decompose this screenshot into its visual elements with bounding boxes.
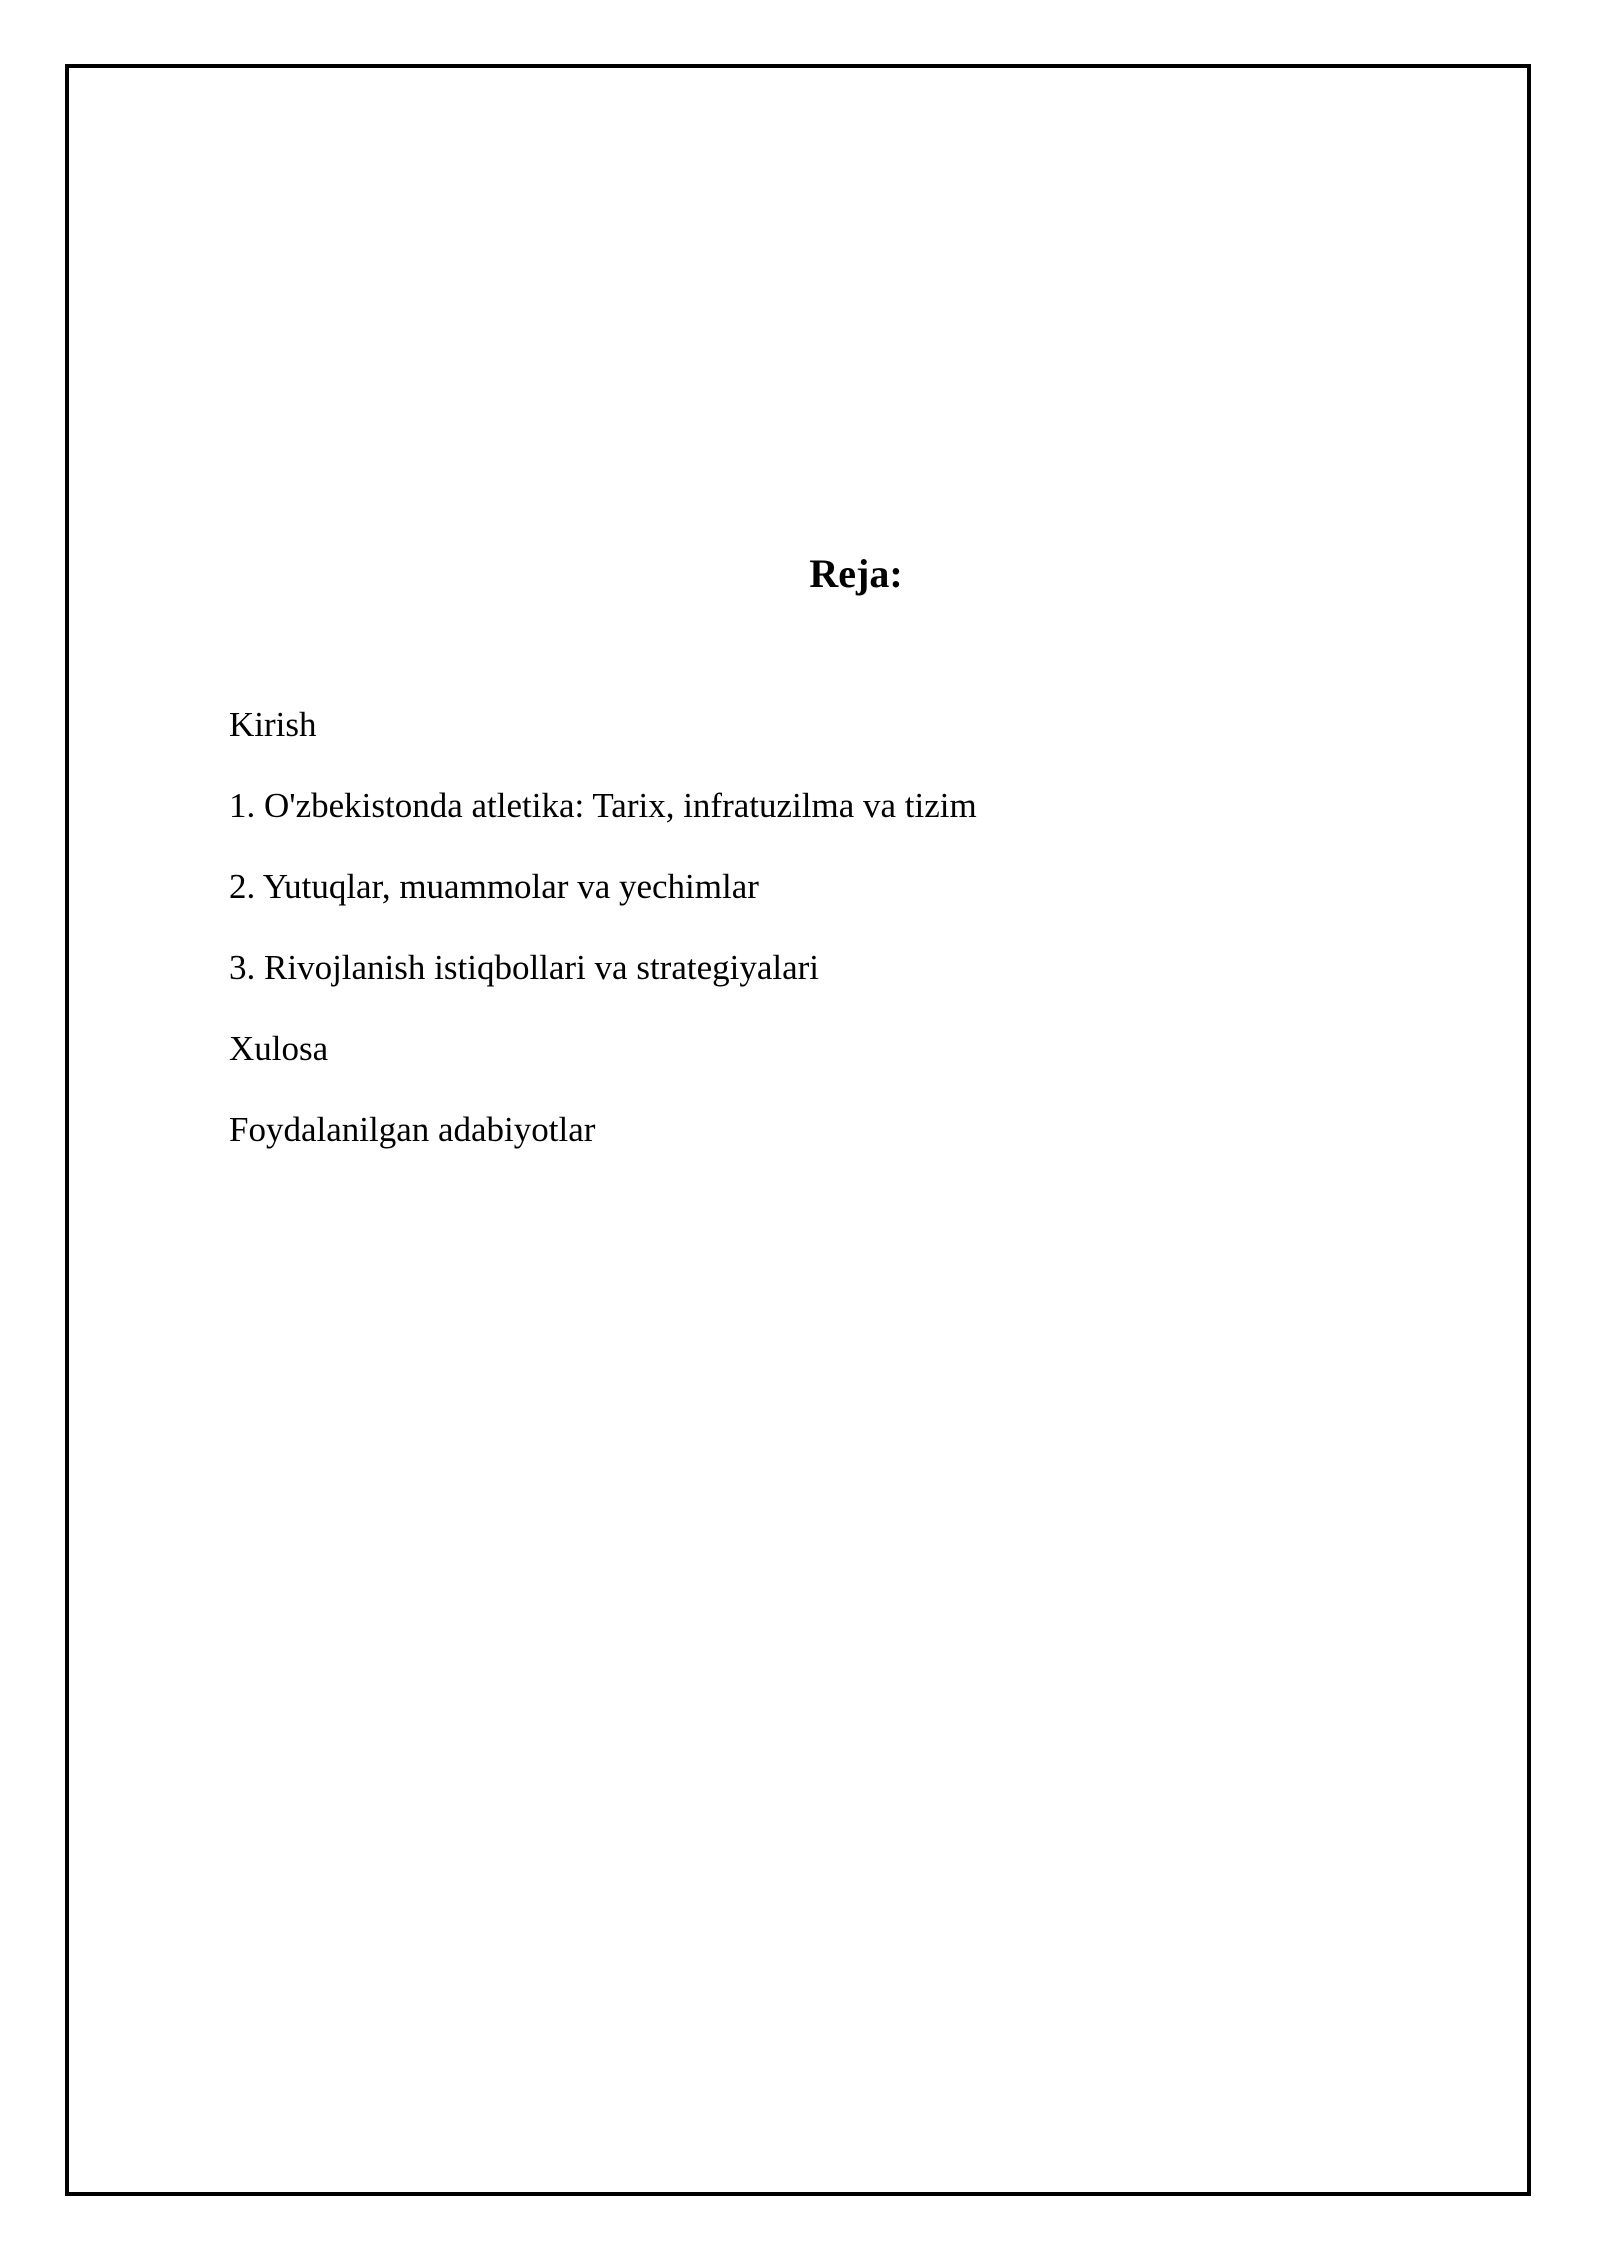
page-title: Reja: xyxy=(809,551,903,596)
plan-item-references: Foydalanilgan adabiyotlar xyxy=(229,1110,596,1149)
plan-item-conclusion: Xulosa xyxy=(229,1029,329,1068)
plan-list xyxy=(229,700,977,1186)
plan-item-chapter-3: 3. Rivojlanish istiqbollari va strategiyalari xyxy=(229,948,820,987)
plan-item-chapter-2: 2. Yutuqlar, muammolar va yechimlar xyxy=(229,867,759,906)
plan-item-chapter-1: 1. O'zbekistonda atletika: Tarix, infratuzilma va tizim xyxy=(229,786,977,825)
plan-item-introduction: Kirish xyxy=(229,705,317,744)
